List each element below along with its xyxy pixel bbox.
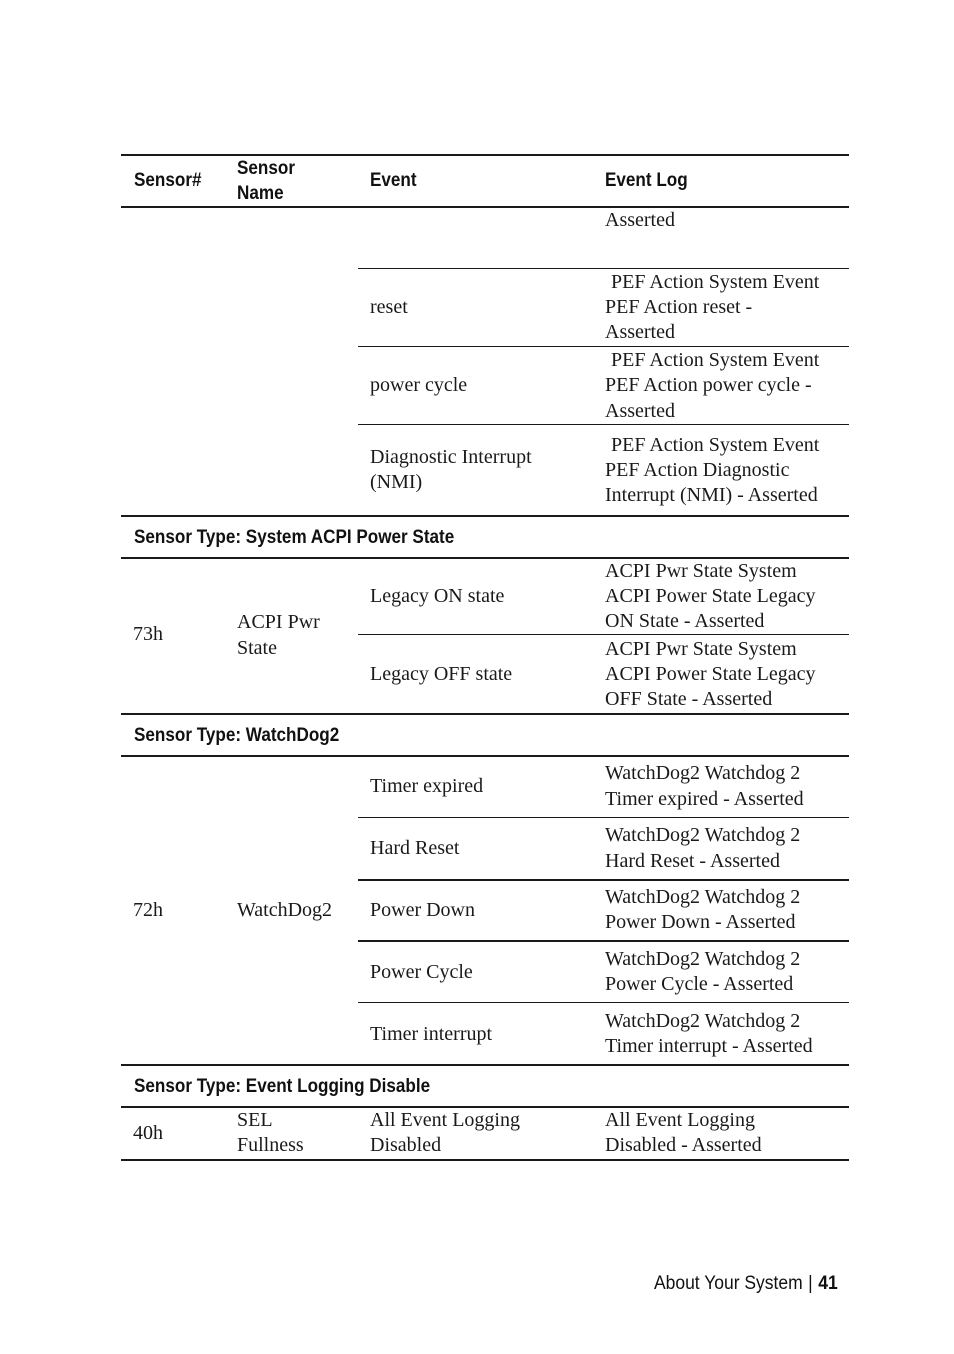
event-log-line: Power Cycle - Asserted	[605, 973, 794, 995]
sensor-name-line: Fullness	[237, 1134, 304, 1156]
sensor-num-cell: 40h	[133, 1122, 163, 1144]
header-event-log: Event Log	[605, 170, 688, 191]
row-rule	[358, 817, 849, 818]
event-line: Disabled	[370, 1134, 442, 1156]
event-cell: Timer interrupt	[370, 1023, 493, 1045]
event-log-line: WatchDog2 Watchdog 2	[605, 762, 801, 784]
event-log-line: PEF Action Diagnostic	[605, 459, 790, 481]
event-cell: Legacy ON state	[370, 585, 505, 607]
section-rule	[121, 713, 849, 715]
table-top-rule	[121, 154, 849, 156]
sensor-name-cell: WatchDog2	[237, 899, 333, 921]
event-log-line: WatchDog2 Watchdog 2	[605, 1010, 801, 1032]
event-log-line: WatchDog2 Watchdog 2	[605, 824, 801, 846]
event-cell: reset	[370, 296, 408, 318]
event-log-line: PEF Action System Event	[611, 434, 820, 456]
event-log-line: ACPI Pwr State System	[605, 638, 797, 660]
event-line: Diagnostic Interrupt	[370, 446, 532, 468]
event-log-line: Hard Reset - Asserted	[605, 850, 780, 872]
event-log-line: PEF Action reset -	[605, 296, 753, 318]
sensor-num-cell: 72h	[133, 899, 163, 921]
row-rule	[358, 268, 849, 269]
table-bottom-rule	[121, 1159, 849, 1161]
row-rule	[358, 634, 849, 635]
section-title-logging: Sensor Type: Event Logging Disable	[134, 1076, 431, 1097]
footer-section-title: About Your System	[654, 1273, 803, 1294]
row-rule	[358, 346, 849, 347]
event-line: (NMI)	[370, 471, 423, 493]
event-log-line: PEF Action System Event	[611, 271, 820, 293]
event-log-cell: Asserted	[605, 209, 675, 231]
event-log-line: Timer expired - Asserted	[605, 788, 804, 810]
row-rule	[358, 940, 849, 942]
sensor-name-line: ACPI Pwr	[237, 611, 320, 633]
event-cell: Hard Reset	[370, 837, 460, 859]
row-rule	[358, 424, 849, 425]
section-title-watchdog: Sensor Type: WatchDog2	[134, 725, 340, 746]
header-sensor-num: Sensor#	[134, 170, 202, 191]
header-event: Event	[370, 170, 417, 191]
event-cell: Power Down	[370, 899, 475, 921]
footer-separator: |	[808, 1273, 814, 1294]
event-cell: Timer expired	[370, 775, 484, 797]
section-title-acpi: Sensor Type: System ACPI Power State	[134, 527, 455, 548]
section-rule	[121, 755, 849, 757]
sensor-name-line: State	[237, 637, 277, 659]
event-log-line: ACPI Pwr State System	[605, 560, 797, 582]
event-log-line: PEF Action System Event	[611, 349, 820, 371]
event-cell: Legacy OFF state	[370, 663, 513, 685]
event-cell: Power Cycle	[370, 961, 473, 983]
event-log-line: Asserted	[605, 321, 675, 343]
event-log-line: ACPI Power State Legacy	[605, 663, 816, 685]
event-log-line: ON State - Asserted	[605, 610, 765, 632]
event-log-line: Power Down - Asserted	[605, 911, 796, 933]
event-log-line: Interrupt (NMI) - Asserted	[605, 484, 818, 506]
event-log-line: PEF Action power cycle -	[605, 374, 812, 396]
event-log-line: ACPI Power State Legacy	[605, 585, 816, 607]
event-log-line: WatchDog2 Watchdog 2	[605, 948, 801, 970]
event-log-line: OFF State - Asserted	[605, 688, 773, 710]
row-rule	[358, 1002, 849, 1003]
section-rule	[121, 1064, 849, 1066]
event-cell: power cycle	[370, 374, 468, 396]
sensor-name-line: SEL	[237, 1109, 273, 1131]
row-rule	[358, 879, 849, 881]
header-bottom-rule	[121, 206, 849, 208]
page-footer	[654, 1271, 838, 1297]
event-log-line: Asserted	[605, 400, 675, 422]
event-log-line: Disabled - Asserted	[605, 1134, 762, 1156]
section-rule	[121, 515, 849, 517]
sensor-num-cell: 73h	[133, 623, 163, 645]
event-log-line: WatchDog2 Watchdog 2	[605, 886, 801, 908]
event-line: All Event Logging	[370, 1109, 520, 1131]
event-log-line: Timer interrupt - Asserted	[605, 1035, 813, 1057]
header-sensor-name: Sensor Name	[237, 158, 295, 204]
page-number: 41	[818, 1273, 838, 1294]
event-log-line: All Event Logging	[605, 1109, 755, 1131]
